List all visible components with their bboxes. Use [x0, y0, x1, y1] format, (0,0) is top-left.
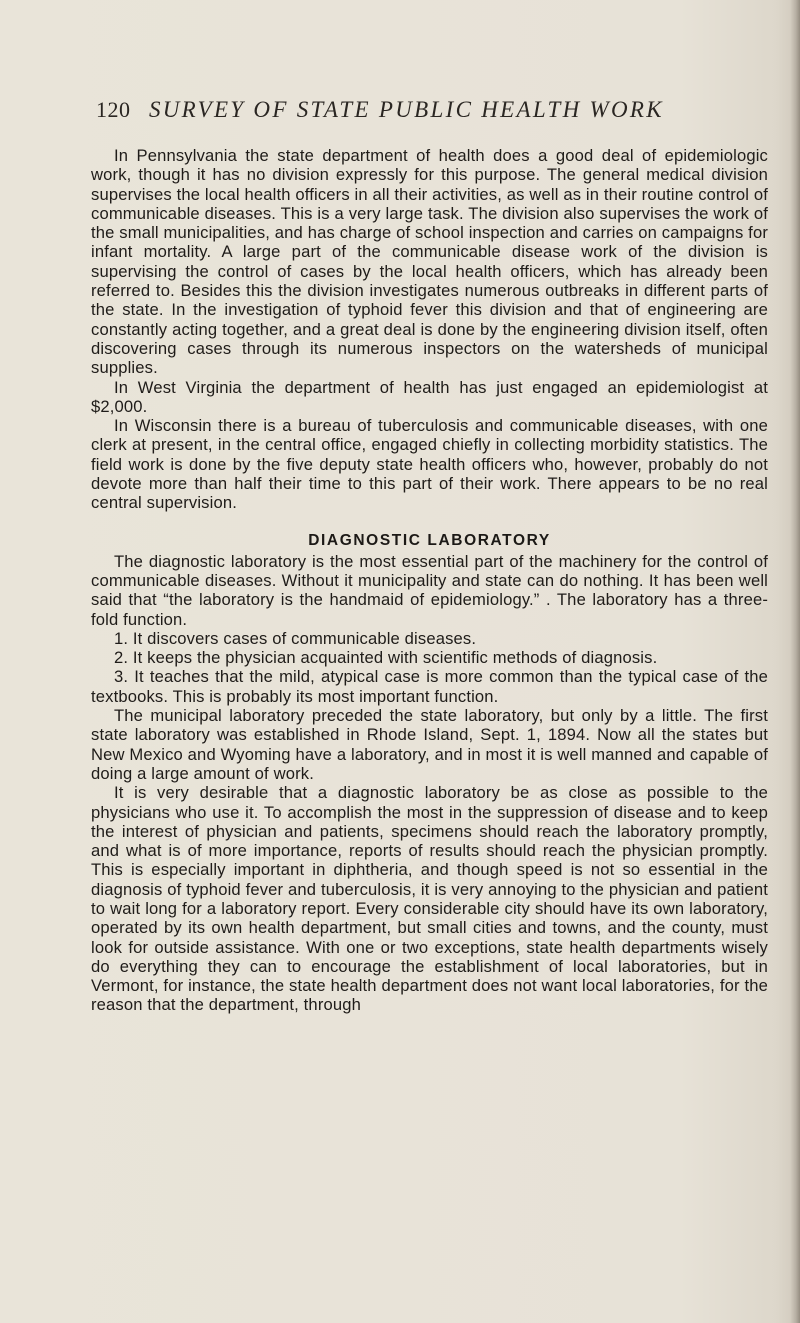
list-item-function-2: 2. It keeps the physician acquainted with scientific methods of diagnosis.	[114, 648, 658, 668]
paragraph-wisconsin: In Wisconsin there is a bureau of tuberculosis and communicable diseases, with one clerk at present, in the central office, engaged chiefly in collecting morbidity statistics. The field work is done by the five deputy state health officers who, however, probably do not devote more than half their time to this part of their work. There appears to be no real central supervision.	[91, 416, 768, 513]
paragraph-municipal-laboratory: The municipal laboratory preceded the state laboratory, but only by a little. The first state laboratory was established in Rhode Island, Sept. 1, 1894. Now all the states but New Mexico and Wyoming have a laboratory, and in most it is well manned and capable of doing a large amount of work.	[91, 706, 768, 783]
paragraph-desirability: It is very desirable that a diagnostic laboratory be as close as possible to the physicians who use it. To accomplish the most in the suppression of disease and to keep the interest of physician and patients, specimens should reach the laboratory promptly, and what is of more importance, reports of results should reach the physician promptly. This is especially important in diphtheria, and though speed is not so essential in the diagnosis of typhoid fever and tuberculosis, it is very annoying to the physician and patient to wait long for a laboratory report. Every considerable city should have its own laboratory, operated by its own health department, but small cities and towns, and the county, must look for outside assistance. With one or two exceptions, state health departments wisely do everything they can to encourage the establishment of local laboratories, but in Vermont, for instance, the state health department does not want local laboratories, for the reason that the department, through	[91, 783, 768, 1015]
section-heading: DIAGNOSTIC LABORATORY	[308, 531, 551, 549]
body-text	[91, 146, 768, 1015]
paragraph-west-virginia: In West Virginia the department of health has just engaged an epidemiologist at $2,000.	[91, 377, 768, 416]
running-head	[96, 97, 776, 131]
page-edge-shadow	[790, 0, 800, 1323]
running-title: SURVEY OF STATE PUBLIC HEALTH WORK	[148, 97, 664, 122]
list-item-function-3: 3. It teaches that the mild, atypical case is more common than the typical case of the textbooks. This is probably its most important function.	[91, 667, 768, 706]
page-number: 120	[96, 97, 131, 122]
paragraph-pennsylvania: In Pennsylvania the state department of health does a good deal of epidemiologic work, though it has no division expressly for this purpose. The general medical division supervises the local health officers in all their activities, as well as in their routine control of communicable diseases. This is a very large task. The division also supervises the work of the small municipalities, and has charge of school inspection and carries on campaigns for infant mortality. A large part of the communicable disease work of the division is supervising the control of cases by the local health officers, which has already been referred to. Besides this the division investigates numerous outbreaks in different parts of the state. In the investigation of typhoid fever this division and that of engineering are constantly acting together, and a great deal is done by the engineering division itself, often discovering cases through its numerous inspectors on the watersheds of municipal supplies.	[91, 146, 768, 378]
list-item-function-1: 1. It discovers cases of communicable diseases.	[114, 628, 477, 648]
paragraph-laboratory-intro: The diagnostic laboratory is the most essential part of the machinery for the control of communicable diseases. Without it municipality and state can do nothing. It has been well said that “the laboratory is the handmaid of epidemiology.” . The laboratory has a three-fold function.	[91, 551, 768, 629]
